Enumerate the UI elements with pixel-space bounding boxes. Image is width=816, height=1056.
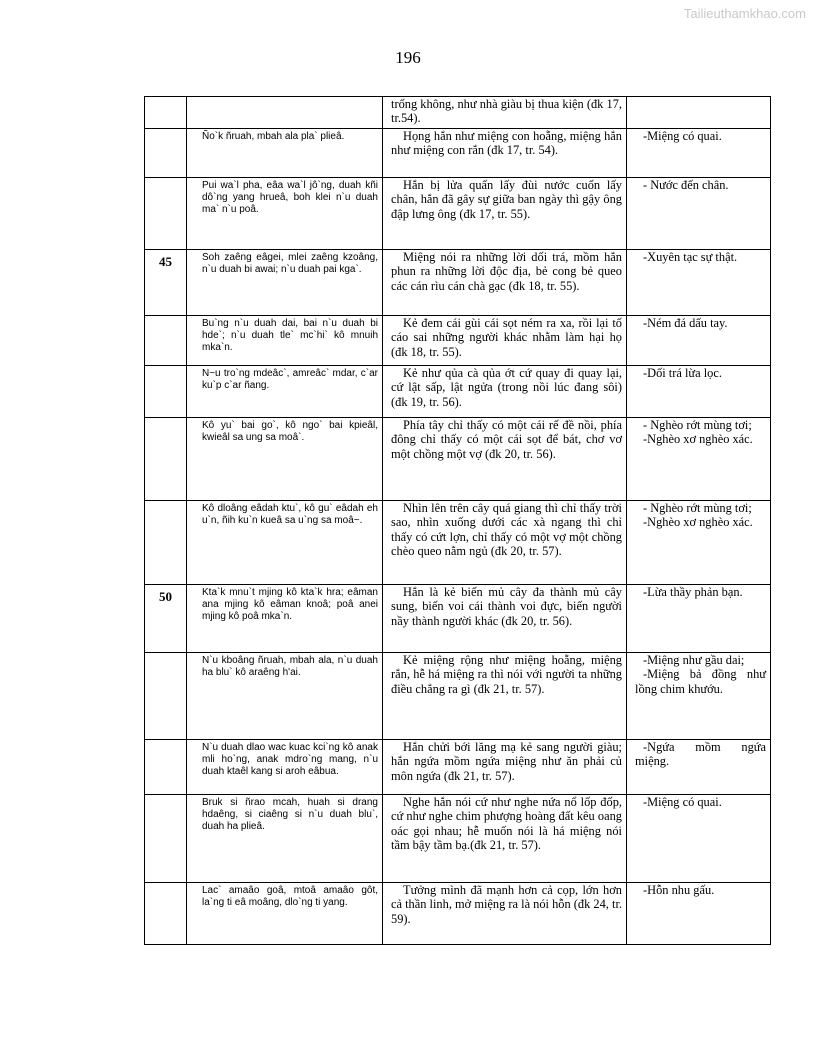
bahnar-text-cell: Bu`ng n`u duah dai, bai n`u duah bi hde`; n`u duah tle` mc`hi` kô mnuih mka`n.	[187, 316, 383, 366]
row-number-cell: 50	[145, 585, 187, 653]
vietnamese-meaning-cell	[383, 883, 627, 945]
idiom-text: -Nghèo xơ nghèo xác.	[643, 515, 753, 530]
table-row	[145, 97, 771, 129]
meaning-text: trống không, như nhà giàu bị thua kiện (đk 17, tr.54).	[391, 97, 622, 126]
table-row	[145, 178, 771, 250]
bahnar-text-cell	[187, 97, 383, 129]
idiom-text: - Nghèo rớt mùng tơi;	[643, 418, 752, 432]
bahnar-text-cell: Ño`k ñruah, mbah ala pla` plieâ.	[187, 129, 383, 178]
table-row	[145, 501, 771, 585]
equivalent-idiom-cell	[627, 178, 771, 250]
row-number-cell	[145, 316, 187, 366]
meaning-text: Hắn chửi bới lăng mạ kẻ sang người giàu; hắn ngứa mồm ngứa miệng như ăn phải củ môn ngứa (đk 21, tr. 57).	[391, 740, 622, 783]
idiom-text: -Miệng có quai.	[643, 129, 722, 143]
equivalent-idiom-cell	[627, 795, 771, 883]
equivalent-idiom-cell	[627, 501, 771, 585]
idiom-text: -Miệng bả đồng như lồng chim khướu.	[635, 667, 766, 696]
row-number-cell: 45	[145, 250, 187, 316]
vietnamese-meaning-cell	[383, 740, 627, 795]
proverb-table	[144, 96, 771, 945]
row-number-cell	[145, 178, 187, 250]
bahnar-text-cell: Kô yu` bai go`, kô ngo` bai kpieâl, kwieâl sa ung sa moâ`.	[187, 418, 383, 501]
equivalent-idiom-cell	[627, 97, 771, 129]
bahnar-text-cell: Pui wa`l pha, eâa wa`l jô`ng, duah kñi dô`ng yang hrueâ, boh klei n`u duah ma` n`u poâ.	[187, 178, 383, 250]
vietnamese-meaning-cell	[383, 178, 627, 250]
equivalent-idiom-cell	[627, 366, 771, 418]
table-row	[145, 795, 771, 883]
table-row	[145, 129, 771, 178]
meaning-text: Hắn bị lửa quấn lấy đùi nước cuốn lấy chân, hắn đã gây sự giữa ban ngày thì gậy ông đập lưng ông (đk 17, tr. 55).	[391, 178, 622, 221]
idiom-text: - Nghèo rớt mùng tơi;	[643, 501, 752, 515]
row-number-cell	[145, 740, 187, 795]
equivalent-idiom-cell	[627, 740, 771, 795]
vietnamese-meaning-cell	[383, 250, 627, 316]
equivalent-idiom-cell	[627, 316, 771, 366]
table-body	[145, 97, 771, 945]
idiom-text: -Hỗn nhu gấu.	[643, 883, 715, 897]
row-number-cell	[145, 129, 187, 178]
table-row	[145, 250, 771, 316]
vietnamese-meaning-cell	[383, 316, 627, 366]
bahnar-text-cell: Kô dloâng eâdah ktu`, kô gu` eâdah eh u`n, ñih ku`n kueâ sa u`ng sa moâ~.	[187, 501, 383, 585]
bahnar-text-cell: Lac` amaâo goâ, mtoâ amaâo gôt, la`ng ti eâ moâng, dlo`ng ti yang.	[187, 883, 383, 945]
table-row	[145, 740, 771, 795]
meaning-text: Miệng nói ra những lời dối trá, mồm hắn phun ra những lời độc địa, bẻ cong bẻ queo các cán rìu cán chà gạc (đk 18, tr. 55).	[391, 250, 622, 293]
row-number-cell	[145, 418, 187, 501]
meaning-text: Kẻ miệng rộng như miệng hoẵng, miệng rắn, hễ há miệng ra thì nói với người ta những điều chẳng ra gì (đk 21, tr. 57).	[391, 653, 622, 696]
idiom-text: -Miệng như gầu dai;	[643, 653, 745, 667]
vietnamese-meaning-cell	[383, 795, 627, 883]
bahnar-text-cell: N~u tro`ng mdeâc`, amreâc` mdar, c`ar ku`p c`ar ñang.	[187, 366, 383, 418]
table-row	[145, 418, 771, 501]
idiom-text: -Lừa thầy phản bạn.	[643, 585, 743, 599]
row-number-cell	[145, 501, 187, 585]
bahnar-text-cell: Soh zaêng eâgei, mlei zaêng kzoâng, n`u duah bi awai; n`u duah pai kga`.	[187, 250, 383, 316]
row-number-cell	[145, 653, 187, 740]
meaning-text: Kẻ như qủa cà qủa ớt cứ quay đi quay lại, cứ lật sấp, lật ngửa (trong nồi lúc đang sôi) (đk 19, tr. 56).	[391, 366, 622, 409]
row-number-cell	[145, 366, 187, 418]
equivalent-idiom-cell	[627, 883, 771, 945]
equivalent-idiom-cell	[627, 653, 771, 740]
idiom-text: - Nước đến chân.	[643, 178, 729, 192]
page-number: 196	[395, 48, 421, 67]
table-row	[145, 366, 771, 418]
vietnamese-meaning-cell	[383, 97, 627, 129]
meaning-text: Nghe hắn nói cứ như nghe nứa nổ lốp đốp, cứ như nghe chim phượng hoàng đất kêu oang oác gọi nhau; hễ muốn nói là há miệng nói tầm bậy tầm bạ.(đk 21, tr. 57).	[391, 795, 622, 853]
bahnar-text-cell: Bruk si ñrao mcah, huah si drang hdaêng, si ciaêng si n`u duah blu`, duah ha plieâ.	[187, 795, 383, 883]
table-row	[145, 585, 771, 653]
watermark: Tailieuthamkhao.com	[683, 6, 806, 21]
bahnar-text-cell: N`u duah dlao wac kuac kci`ng kô anak mli ho`ng, anak mdro`ng mang, n`u duah ktaêl kang si aroh eâbua.	[187, 740, 383, 795]
meaning-text: Nhìn lên trên cây quá giang thì chỉ thấy trời sao, nhìn xuống dưới các xà ngang thì chỉ thấy có cứt lợn, chỉ thấy có một vợ một chồng chèo queo nằm ngủ (đk 20, tr. 57).	[391, 501, 622, 559]
bahnar-text-cell: N`u kboâng ñruah, mbah ala, n`u duah ha blu` kô araêng h'ai.	[187, 653, 383, 740]
meaning-text: Tưởng mình đã mạnh hơn cả cọp, lớn hơn cả thần linh, mở miệng ra là nói hỗn (đk 24, tr. 59).	[391, 883, 622, 926]
vietnamese-meaning-cell	[383, 129, 627, 178]
idiom-text: -Ném đá dấu tay.	[643, 316, 728, 330]
vietnamese-meaning-cell	[383, 366, 627, 418]
row-number-cell	[145, 795, 187, 883]
idiom-text: -Nghèo xơ nghèo xác.	[643, 432, 753, 447]
vietnamese-meaning-cell	[383, 501, 627, 585]
meaning-text: Kẻ đem cái gùi cái sọt ném ra xa, rồi lại tố cáo sai những người khác nhằm làm hại họ (đk 18, tr. 55).	[391, 316, 622, 359]
vietnamese-meaning-cell	[383, 585, 627, 653]
equivalent-idiom-cell	[627, 250, 771, 316]
bahnar-text-cell: Kta`k mnu`t mjing kô kta`k hra; eâman ana mjing kô eâman knoâ; poâ anei mjing kô poâ mka`n.	[187, 585, 383, 653]
meaning-text: Phía tây chỉ thấy có một cái rế đề nồi, phía đông chỉ thấy có một cái sọt để bát, chơ vơ một chồng một vợ (đk 20, tr. 56).	[391, 418, 622, 461]
meaning-text: Hắn là kẻ biến mủ cây đa thành mủ cây sung, biến voi cái thành voi đực, biến người nầy thành người khác (đk 20, tr. 56).	[391, 585, 622, 628]
idiom-text: -Ngứa mồm ngứa miệng.	[635, 740, 766, 769]
idiom-text: -Dối trá lừa lọc.	[643, 366, 722, 380]
equivalent-idiom-cell	[627, 129, 771, 178]
idiom-text: -Miệng có quai.	[643, 795, 722, 809]
table-row	[145, 653, 771, 740]
row-number-cell	[145, 883, 187, 945]
table-row	[145, 316, 771, 366]
meaning-text: Họng hắn như miệng con hoẵng, miệng hắn như miệng con rắn (đk 17, tr. 54).	[391, 129, 622, 158]
row-number-cell	[145, 97, 187, 129]
equivalent-idiom-cell	[627, 585, 771, 653]
table-row	[145, 883, 771, 945]
vietnamese-meaning-cell	[383, 653, 627, 740]
idiom-text: -Xuyên tạc sự thật.	[643, 250, 738, 264]
equivalent-idiom-cell	[627, 418, 771, 501]
vietnamese-meaning-cell	[383, 418, 627, 501]
